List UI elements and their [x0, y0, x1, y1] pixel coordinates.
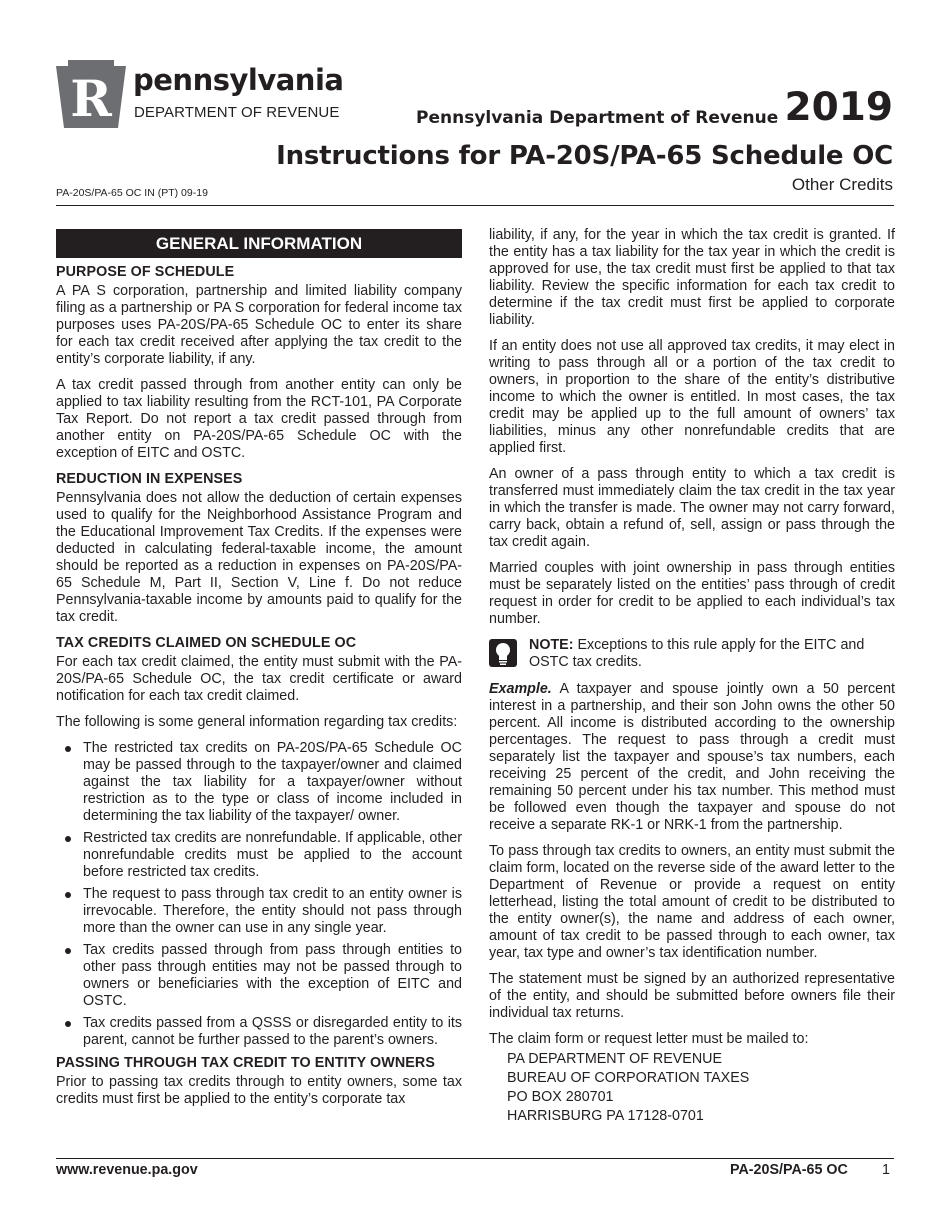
header-divider: [56, 205, 894, 206]
purpose-paragraph-1: A PA S corporation, partnership and limited liability company filing as a partnership or PA S corporation for federal income tax purposes uses PA-20S/PA-65 Schedule OC to enter its share for each tax credit received after applying the tax credit to the entity’s corporate liability, if any.: [56, 283, 462, 367]
section-banner: GENERAL INFORMATION: [56, 229, 462, 258]
form-code: PA-20S/PA-65 OC IN (PT) 09-19: [56, 187, 208, 199]
list-item: Tax credits passed through from pass through entities to other pass through entities may not be passed through to owners or beneficiaries with the exception of EITC and OSTC.: [56, 942, 462, 1010]
right-paragraph-6: The statement must be signed by an authorized representative of the entity, and should be submitted before owners file their individual tax returns.: [489, 971, 895, 1021]
bullet-icon: [65, 746, 71, 752]
footer-form-name: PA-20S/PA-65 OC: [730, 1162, 848, 1178]
example-text: A taxpayer and spouse jointly own a 50 percent interest in a partnership, and their son John owns the other 50 percent. All income is distributed according to the ownership percentages. The request to pass through a credit must separately list the taxpayer and spouse’s tax numbers, each receiving 25 percent of the credit, and John receiving the remaining 50 percent under his tax number. This method must be followed even though the taxpayer and spouse do not receive a separate RK-1 or NRK-1 from the partnership.: [489, 681, 895, 833]
logo-wordmark: pennsylvania: [133, 63, 344, 97]
list-item: The request to pass through tax credit to an entity owner is irrevocable. Therefore, the entity should not pass through more than the owner can use in any single year.: [56, 886, 462, 937]
credit-rules-list: [56, 740, 462, 1049]
right-column: [489, 227, 895, 1126]
purpose-heading: PURPOSE OF SCHEDULE: [56, 264, 235, 280]
mailing-address: [507, 1050, 895, 1126]
reduction-paragraph: Pennsylvania does not allow the deduction of certain expenses used to qualify for the Neighborhood Assistance Program and the Educational Improvement Tax Credits. If the expenses were deducted in calculating federal-taxable income, the amount should be reported as a reduction in expenses on PA-20S/PA-65 Schedule M, Part II, Section V, Line f. Do not reduce Pennsylvania-taxable income by amounts paid to qualify for the tax credit.: [56, 490, 462, 625]
address-line: PO BOX 280701: [507, 1089, 614, 1105]
passing-heading: PASSING THROUGH TAX CREDIT TO ENTITY OWNERS: [56, 1055, 435, 1071]
right-paragraph-2: If an entity does not use all approved tax credits, it may elect in writing to pass through all or a portion of the tax credit to owners, in proportion to the share of the entity’s distributive income to which the owner is entitled. In most cases, the tax credit may be applied up to the full amount of owners’ tax liabilities, minus any other nonrefundable credits that are applied first.: [489, 338, 895, 456]
list-item: Restricted tax credits are nonrefundable. If applicable, other nonrefundable credits must be applied to the account before restricted tax credits.: [56, 830, 462, 881]
right-paragraph-5: To pass through tax credits to owners, an entity must submit the claim form, located on the reverse side of the award letter to the Department of Revenue or provide a request on entity letterhead, listing the total amount of credit to be distributed to the entity owner(s), the name and address of each owner, amount of tax credit to be passed through to each owner, tax year, tax type and owner’s tax identification number.: [489, 843, 895, 961]
reduction-heading: REDUCTION IN EXPENSES: [56, 471, 243, 487]
right-paragraph-3: An owner of a pass through entity to which a tax credit is transferred must immediately claim the tax credit in the tax year in which the transfer is made. The owner may not carry forward, carry back, obtain a refund of, sell, assign or pass through the tax credit again.: [489, 466, 895, 550]
bullet-icon: [65, 892, 71, 898]
logo-letter: R: [70, 69, 112, 128]
department-heading: Pennsylvania Department of Revenue: [416, 108, 779, 128]
address-line: HARRISBURG PA 17128-0701: [507, 1108, 704, 1124]
keystone-logo-icon: [56, 60, 126, 128]
left-column: [56, 229, 462, 1117]
example-label: Example.: [489, 681, 552, 697]
tax-year: 2019: [784, 85, 893, 130]
list-item: The restricted tax credits on PA-20S/PA-65 Schedule OC may be passed through to the taxpayer/owner and claimed against the tax liability for a taxpayer/owner without restriction as to the type or class of income included in determining the tax liability of the taxpayer/ owner.: [56, 740, 462, 825]
bullet-icon: [65, 948, 71, 954]
bullet-icon: [65, 836, 71, 842]
page-number: 1: [882, 1162, 890, 1178]
passing-paragraph: Prior to passing tax credits through to entity owners, some tax credits must first be applied to the entity’s corporate tax: [56, 1074, 462, 1107]
list-item: Tax credits passed from a QSSS or disregarded entity to its parent, cannot be further passed to the parent’s owners.: [56, 1015, 462, 1049]
claimed-heading: TAX CREDITS CLAIMED ON SCHEDULE OC: [56, 635, 357, 651]
note-label: NOTE:: [529, 637, 574, 653]
bullet-icon: [65, 1021, 71, 1027]
address-line: PA DEPARTMENT OF REVENUE: [507, 1051, 723, 1067]
right-paragraph-1: liability, if any, for the year in which the tax credit is granted. If the entity has a tax liability for the tax year in which the credit is approved for use, the tax credit must first be applied to that tax liability. Review the specific information for each tax credit to determine if the tax credit must first be applied to corporate liability.: [489, 227, 895, 328]
example-paragraph: [489, 681, 895, 834]
page-title: Instructions for PA-20S/PA-65 Schedule OC: [276, 141, 893, 171]
logo-department: DEPARTMENT OF REVENUE: [134, 104, 340, 121]
right-paragraph-7: The claim form or request letter must be mailed to:: [489, 1031, 809, 1047]
footer-website: www.revenue.pa.gov: [56, 1162, 198, 1178]
note-callout: [489, 637, 895, 671]
purpose-paragraph-2: A tax credit passed through from another entity can only be applied to tax liability resulting from the RCT-101, PA Corporate Tax Report. Do not report a tax credit passed through from another entity on PA-20S/PA-65 Schedule OC with the exception of EITC and OSTC.: [56, 377, 462, 461]
right-paragraph-4: Married couples with joint ownership in pass through entities must be separately listed on the entities’ pass through of credit request in order for credit to be applied to each individual’s tax number.: [489, 560, 895, 627]
address-line: BUREAU OF CORPORATION TAXES: [507, 1070, 750, 1086]
claimed-paragraph-2: The following is some general information regarding tax credits:: [56, 714, 458, 730]
lightbulb-icon: [489, 639, 517, 667]
page-subtitle: Other Credits: [791, 175, 893, 194]
note-text: Exceptions to this rule apply for the EITC and OSTC tax credits.: [529, 637, 865, 670]
claimed-paragraph-1: For each tax credit claimed, the entity must submit with the PA-20S/PA-65 Schedule OC, the tax credit certificate or award notification for each tax credit claimed.: [56, 654, 462, 704]
footer-divider: [56, 1158, 894, 1159]
